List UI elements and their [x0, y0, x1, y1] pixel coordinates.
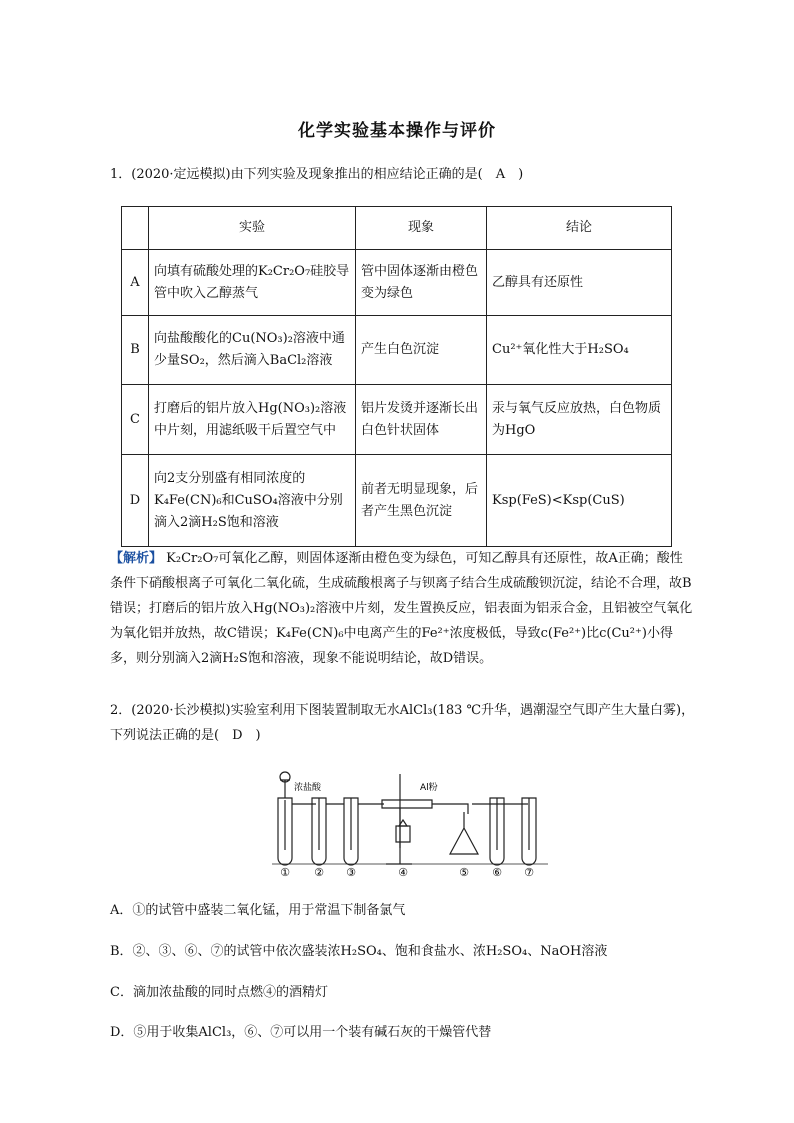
- label-4: ④: [398, 866, 408, 878]
- collection-flask: [450, 812, 478, 854]
- table-header-row: [122, 207, 672, 250]
- row-conclusion: 汞与氧气反应放热，白色物质为HgO: [487, 385, 672, 455]
- table-row: [122, 385, 672, 455]
- label-1: ①: [280, 866, 290, 878]
- row-conclusion: Cu²⁺氧化性大于H₂SO₄: [487, 316, 672, 385]
- header-blank: [122, 207, 149, 250]
- apparatus-figure: [268, 770, 548, 878]
- table-row: [122, 250, 672, 316]
- row-phenomenon: 产生白色沉淀: [356, 316, 487, 385]
- question-2-stem-line1: 2．(2020·长沙模拟)实验室利用下图装置制取无水AlCl₃(183 ℃升华，遇潮湿空气即产生大量白雾)，: [110, 703, 695, 718]
- experiment-table: [121, 206, 672, 547]
- row-phenomenon: 前者无明显现象，后者产生黑色沉淀: [356, 455, 487, 547]
- iron-stand: [386, 774, 412, 864]
- row-experiment: 打磨后的铝片放入Hg(NO₃)₂溶液中片刻，用滤纸吸干后置空气中: [149, 385, 356, 455]
- row-experiment: 向2支分别盛有相同浓度的K₄Fe(CN)₆和CuSO₄溶液中分别滴入2滴H₂S饱和溶液: [149, 455, 356, 547]
- option-c: C．滴加浓盐酸的同时点燃④的酒精灯: [110, 985, 328, 1000]
- row-phenomenon: 管中固体逐渐由橙色变为绿色: [356, 250, 487, 316]
- label-7: ⑦: [524, 866, 534, 878]
- reaction-tube: [382, 800, 432, 808]
- option-d: D．⑤用于收集AlCl₃，⑥、⑦可以用一个装有碱石灰的干燥管代替: [110, 1025, 492, 1040]
- row-label: D: [122, 455, 149, 547]
- table-row: [122, 316, 672, 385]
- row-label: C: [122, 385, 149, 455]
- label-2: ②: [314, 866, 324, 878]
- analysis-text: K₂Cr₂O₇可氧化乙醇，则固体逐渐由橙色变为绿色，可知乙醇具有还原性，故A正确；酸性条件下硝酸根离子可氧化二氧化硫，生成硫酸根离子与钡离子结合生成硫酸钡沉淀，结论不合理，故B错误；打磨后的铝片放入Hg(NO₃)₂溶液中片刻，发生置换反应，铝表面为铝汞合金，且铝被空气氧化为氧化铝并放热，故C错误；K₄Fe(CN)₆中电离产生的Fe²⁺浓度极低，导致c(Fe²⁺)比c(Cu²⁺)小得多，则分别滴入2滴H₂S饱和溶液，现象不能说明结论，故D错误。: [110, 551, 693, 666]
- page-title: 化学实验基本操作与评价: [298, 121, 496, 141]
- row-label: B: [122, 316, 149, 385]
- label-powder: Al粉: [420, 783, 438, 793]
- header-conclusion: 结论: [487, 207, 672, 250]
- header-experiment: 实验: [149, 207, 356, 250]
- funnel-stem: [280, 780, 290, 798]
- analysis-paragraph: [110, 546, 694, 671]
- label-6: ⑥: [492, 866, 502, 878]
- label-5: ⑤: [459, 866, 469, 878]
- row-conclusion: Ksp(FeS)<Ksp(CuS): [487, 455, 672, 547]
- analysis-tag: 【解析】: [110, 551, 163, 566]
- row-experiment: 向盐酸酸化的Cu(NO₃)₂溶液中通少量SO₂，然后滴入BaCl₂溶液: [149, 316, 356, 385]
- label-acid: 浓盐酸: [294, 783, 322, 793]
- row-conclusion: 乙醇具有还原性: [487, 250, 672, 316]
- label-3: ③: [346, 866, 356, 878]
- row-label: A: [122, 250, 149, 316]
- row-phenomenon: 铝片发烫并逐渐长出白色针状固体: [356, 385, 487, 455]
- header-phenomenon: 现象: [356, 207, 487, 250]
- question-2-stem-line2: 下列说法正确的是( D ): [110, 728, 261, 743]
- row-experiment: 向填有硫酸处理的K₂Cr₂O₇硅胶导管中吹入乙醇蒸气: [149, 250, 356, 316]
- question-1-stem: 1．(2020·定远模拟)由下列实验及现象推出的相应结论正确的是( A ): [110, 167, 524, 182]
- option-a: A．①的试管中盛装二氧化锰，用于常温下制备氯气: [110, 903, 406, 918]
- alcohol-lamp: [396, 826, 410, 842]
- option-b: B．②、③、⑥、⑦的试管中依次盛装浓H₂SO₄、饱和食盐水、浓H₂SO₄、NaOH溶液: [110, 944, 608, 959]
- table-row: [122, 455, 672, 547]
